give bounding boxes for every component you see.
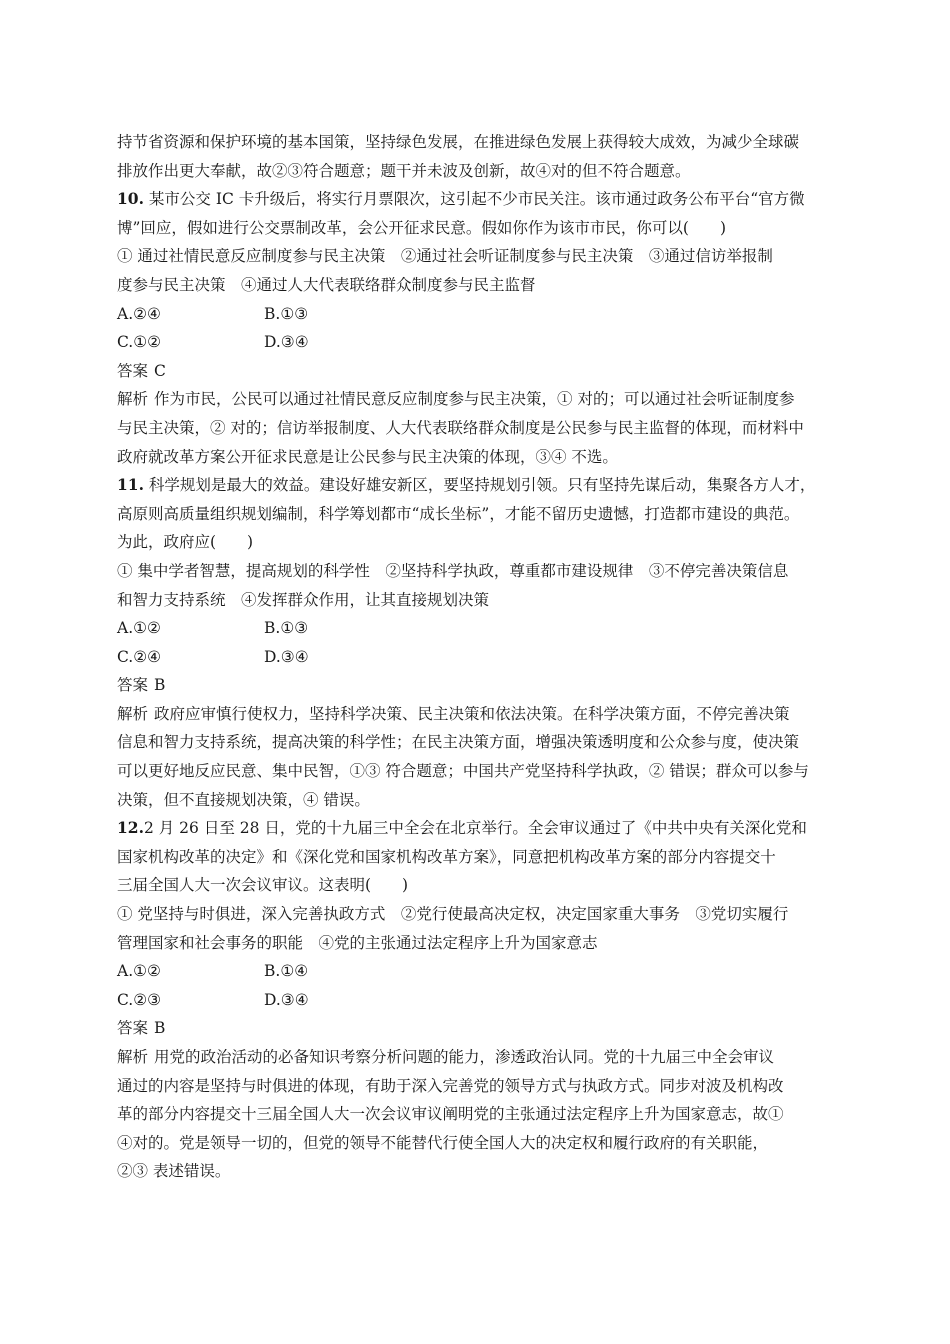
answer-label: 答案: [117, 1019, 149, 1038]
intro-paragraph: [117, 128, 837, 185]
analysis-label: 解析: [117, 390, 149, 409]
analysis-line: ②③ 表述错误。: [117, 1162, 231, 1181]
answer-line: [117, 671, 837, 700]
option-b: B.①③: [264, 619, 309, 638]
option-d: D.③④: [264, 333, 309, 352]
analysis-line: 决策，但不直接规划决策，④ 错误。: [117, 790, 370, 809]
question-stem-line: 为此，政府应( ): [117, 533, 254, 552]
answer-value: B: [154, 676, 166, 695]
analysis-line: 通过的内容是坚持与时俱进的体现，有助于深入完善党的领导方式与执政方式。同步对波及机构改: [117, 1076, 784, 1095]
option-c: C.②④: [117, 647, 162, 666]
question-11: [117, 471, 837, 814]
options-row: [117, 328, 837, 357]
text-line: 持节省资源和保护环境的基本国策，坚持绿色发展，在推进绿色发展上获得较大成效，为减少全球碳: [117, 133, 800, 151]
options-row: [117, 614, 837, 643]
question-stem-line: 三届全国人大一次会议审议。这表明( ): [117, 876, 409, 895]
question-stem-line: 11. 科学规划是最大的效益。建设好雄安新区，要坚持规划引领。只有坚持先谋后动，集聚各方人才，: [117, 475, 816, 495]
option-b: B.①③: [264, 304, 309, 323]
analysis-line: 解析 政府应审慎行使权力，坚持科学决策、民主决策和依法决策。在科学决策方面，不停完善决策: [117, 704, 790, 723]
statement-line: ① 党坚持与时俱进，深入完善执政方式 ②党行使最高决定权，决定国家重大事务 ③党切实履行: [117, 905, 789, 924]
options-row: [117, 957, 837, 986]
analysis-line: ④对的。党是领导一切的，但党的领导不能替代行使全国人大的决定权和履行政府的有关职能，: [117, 1133, 769, 1152]
option-d: D.③④: [264, 990, 309, 1009]
analysis-line: 可以更好地反应民意、集中民智，①③ 符合题意；中国共产党坚持科学执政，② 错误；群众可以参与: [117, 762, 809, 781]
option-a: A.①②: [117, 619, 161, 638]
answer-label: 答案: [117, 676, 149, 695]
answer-label: 答案: [117, 361, 149, 380]
option-b: B.①④: [264, 962, 309, 981]
analysis-line: 解析 作为市民，公民可以通过社情民意反应制度参与民主决策，① 对的；可以通过社会听证制度参: [117, 390, 795, 409]
question-stem-line: 高原则高质量组织规划编制，科学筹划都市“成长坐标”，才能不留历史遗憾，打造都市建设的典范。: [117, 504, 800, 523]
option-a: A.①②: [117, 962, 161, 981]
question-number: 12.: [117, 818, 144, 838]
options-row: [117, 300, 837, 329]
analysis-label: 解析: [117, 1048, 149, 1066]
options-row: [117, 643, 837, 672]
statement-line: ① 集中学者智慧，提高规划的科学性 ②坚持科学执政，尊重都市建设规律 ③不停完善决策信息: [117, 561, 789, 580]
text-line: 排放作出更大奉献，故②③符合题意；题干并未波及创新，故④对的但不符合题意。: [117, 161, 691, 180]
statement-line: 管理国家和社会事务的职能 ④党的主张通过法定程序上升为国家意志: [117, 933, 598, 952]
answer-line: [117, 1014, 837, 1043]
question-number: 11.: [117, 475, 144, 495]
question-12: [117, 814, 837, 1186]
option-a: A.②④: [117, 304, 161, 323]
analysis-label: 解析: [117, 704, 149, 723]
answer-line: [117, 357, 837, 386]
question-10: [117, 185, 837, 471]
question-stem-line: 国家机构改革的决定》和《深化党和国家机构改革方案》，同意把机构改革方案的部分内容提交十: [117, 847, 776, 866]
analysis-line: 解析 用党的政治活动的必备知识考察分析问题的能力，渗透政治认同。党的十九届三中全会审议: [117, 1048, 775, 1066]
statement-line: 和智力支持系统 ④发挥群众作用，让其直接规划决策: [117, 590, 490, 609]
question-stem-line: 10. 某市公交 IC 卡升级后，将实行月票限次，这引起不少市民关注。该市通过政务公布平台“官方微: [117, 189, 805, 209]
question-number: 10.: [117, 189, 144, 209]
analysis-line: 信息和智力支持系统，提高决策的科学性；在民主决策方面，增强决策透明度和公众参与度，使决策: [117, 733, 800, 752]
statement-line: ① 通过社情民意反应制度参与民主决策 ②通过社会听证制度参与民主决策 ③通过信访举报制: [117, 247, 773, 266]
analysis-line: 政府就改革方案公开征求民意是让公民参与民主决策的体现，③④ 不选。: [117, 447, 618, 466]
answer-value: B: [154, 1019, 166, 1038]
options-row: [117, 986, 837, 1015]
analysis-line: 与民主决策，② 对的；信访举报制度、人大代表联络群众制度是公民参与民主监督的体现，而材料中: [117, 418, 804, 437]
document-page: [117, 128, 837, 1186]
answer-value: C: [154, 361, 166, 380]
analysis-line: 革的部分内容提交十三届全国人大一次会议审议阐明党的主张通过法定程序上升为国家意志，故①: [117, 1105, 784, 1124]
question-stem-line: 12.2 月 26 日至 28 日，党的十九届三中全会在北京举行。全会审议通过了《中共中央有关深化党和: [117, 818, 807, 838]
statement-line: 度参与民主决策 ④通过人大代表联络群众制度参与民主监督: [117, 275, 536, 294]
question-stem-line: 博”回应，假如进行公交票制改革，会公开征求民意。假如你作为该市市民，你可以( ): [117, 218, 727, 237]
option-d: D.③④: [264, 647, 309, 666]
option-c: C.②③: [117, 990, 162, 1009]
option-c: C.①②: [117, 333, 162, 352]
